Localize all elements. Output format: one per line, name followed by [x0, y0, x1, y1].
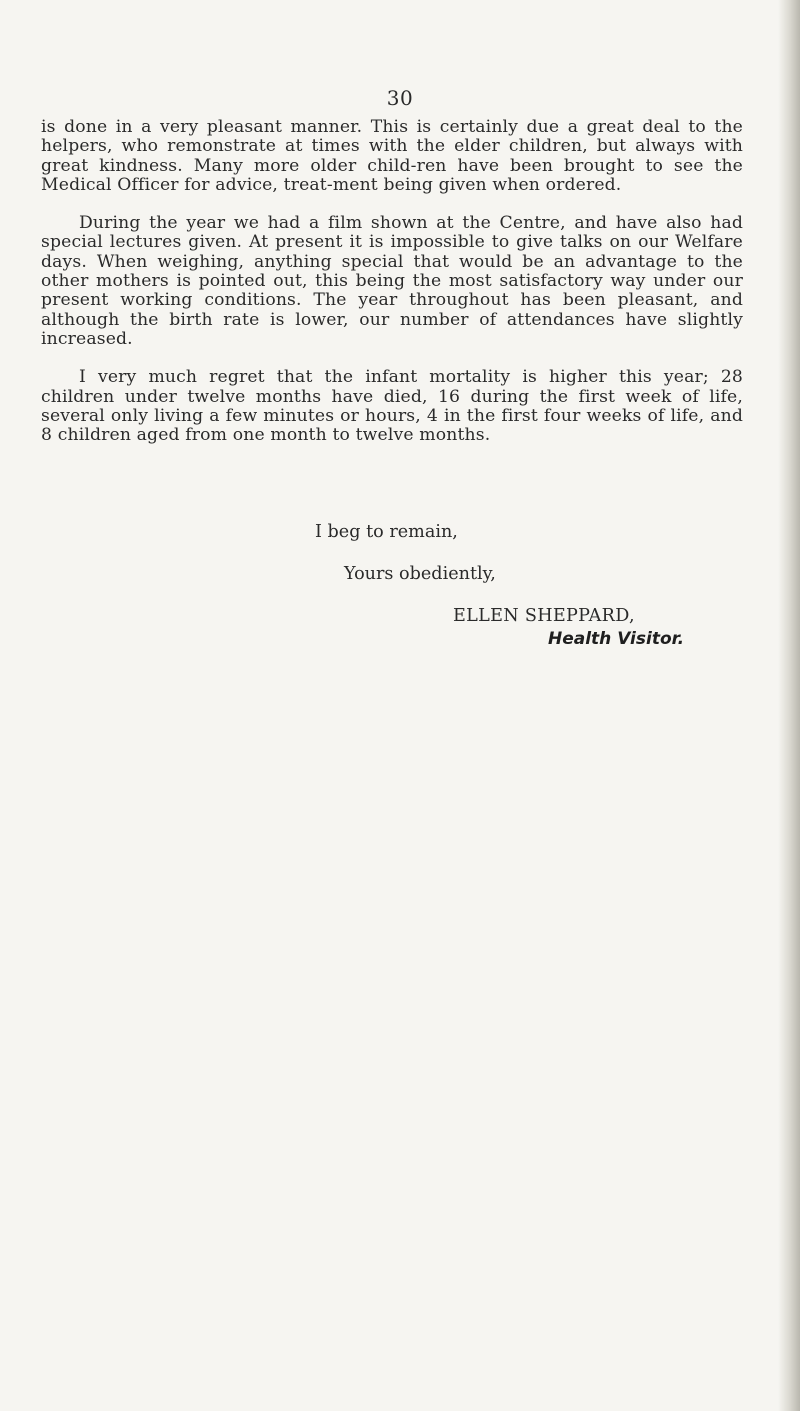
- paragraph-1: is done in a very pleasant manner. This is certainly due a great deal to the helpers, who remonstrate at times with the elder children, but always with great kindness. Many more older child-ren have been brought to see the Medical Officer for advice, treat-ment being given when ordered.: [41, 117, 743, 195]
- closing-obediently: Yours obediently,: [344, 564, 496, 584]
- paragraph-2: During the year we had a film shown at the Centre, and have also had special lectures given. At present it is impossible to give talks on our Welfare days. When weighing, anything special that would be an advantage to the other mothers is pointed out, this being the most satisfactory way under our present working conditions. The year throughout has been pleasant, and although the birth rate is lower, our number of attendances have slightly increased.: [41, 213, 743, 349]
- signature-name: ELLEN SHEPPARD,: [453, 606, 635, 626]
- letter-body: [41, 118, 743, 464]
- closing-remain: I beg to remain,: [315, 522, 458, 542]
- paragraph-3: I very much regret that the infant mortality is higher this year; 28 children under twelve months have died, 16 during the first week of life, several only living a few minutes or hours, 4 in the first four weeks of life, and 8 children aged from one month to twelve months.: [41, 367, 743, 446]
- page-number: 30: [386, 86, 414, 110]
- signature-title: Health Visitor.: [548, 629, 685, 649]
- page-edge-shadow: [778, 0, 800, 1411]
